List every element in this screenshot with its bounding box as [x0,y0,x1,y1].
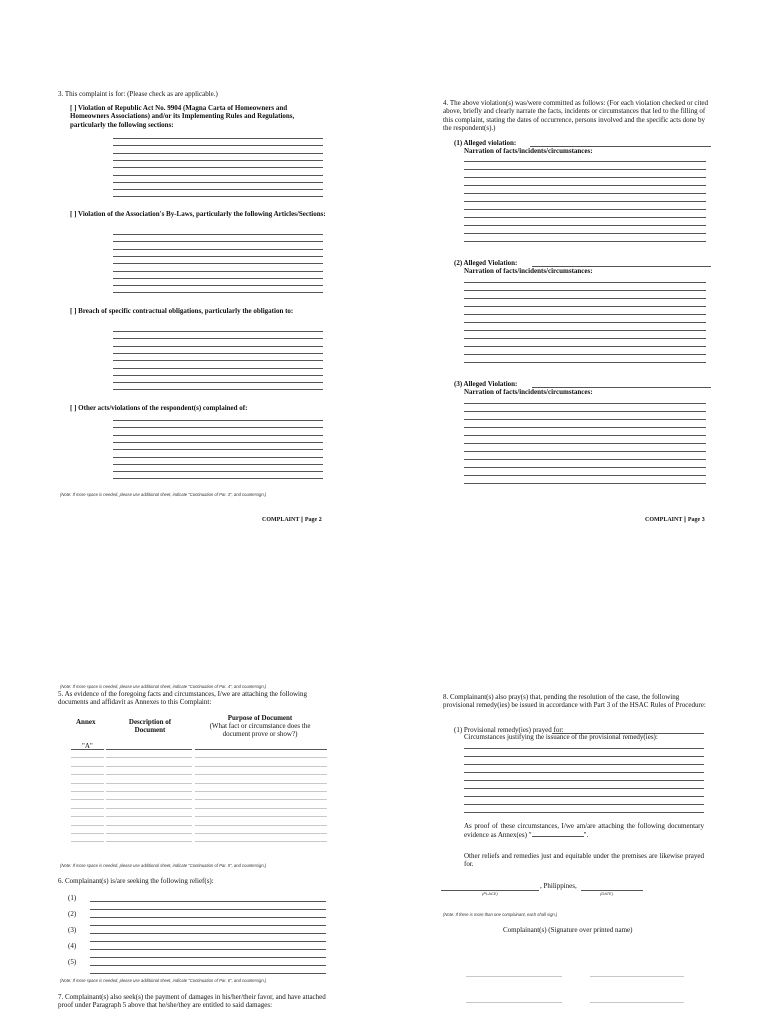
narration-3-label: Narration of facts/incidents/circumstances: [464,388,593,396]
signature-line-3[interactable] [466,1002,562,1003]
other-acts-line[interactable] [113,478,323,479]
annex-table-cell-line[interactable] [195,816,327,817]
contractual-line[interactable] [113,338,323,339]
by-laws-line[interactable] [113,241,323,242]
signature-caption: Complainant(s) (Signature over printed name) [503,926,633,934]
contractual-line[interactable] [113,368,323,369]
narration-1-line[interactable] [464,217,706,218]
other-acts-line[interactable] [113,427,323,428]
contractual-line[interactable] [113,353,323,354]
narration-3-line[interactable] [464,459,706,460]
note-par-4: (Note: If more space is needed, please use additional sheet, indicate "Continuation of Par. 4", and countersign.) [60,684,267,689]
ra-9904-line[interactable] [113,182,323,183]
circumstances-line[interactable] [464,748,704,749]
annex-table-cell-line[interactable] [106,783,192,784]
relief-line[interactable] [90,925,326,926]
annex-table-cell-line[interactable] [106,833,192,834]
narration-2-line[interactable] [464,282,706,283]
proof-sentence-end: ". [583,831,589,840]
annex-table-cell-line[interactable] [106,774,192,775]
narration-3-line[interactable] [464,443,706,444]
annex-table-cell-line[interactable] [106,791,192,792]
relief-line[interactable] [90,949,326,950]
contractual-line[interactable] [113,346,323,347]
item-7-text: 7. Complainant(s) also seek(s) the payment of damages in his/her/their favor, and have attached proof under Paragraph 5 above that he/she/they are entitled to said damages: [58,993,326,1010]
narration-3-line[interactable] [464,435,706,436]
circumstances-line[interactable] [464,772,704,773]
circumstances-line[interactable] [464,812,704,813]
by-laws-line[interactable] [113,292,323,293]
circumstances-line[interactable] [464,764,704,765]
annex-table-cell-line[interactable] [106,766,192,767]
proof-sentence: As proof of these circumstances, I/we am/are attaching the following documentary evidence as Annex(es) " [464,822,704,840]
relief-3-label: (3) [68,926,77,934]
col-description: Description of Document [128,718,172,735]
annex-table-cell-line[interactable] [71,825,104,826]
annex-table-cell-line[interactable] [195,841,327,842]
annex-table-cell-line[interactable] [71,766,104,767]
narration-1-line[interactable] [464,201,706,202]
narration-3-line[interactable] [464,475,706,476]
annex-table-cell-line[interactable] [195,808,327,809]
by-laws-line[interactable] [113,249,323,250]
remedy-circumstances-label: Circumstances justifying the issuance of the provisional remedy(ies): [464,733,658,741]
annex-table-cell-line[interactable] [106,757,192,758]
ra-9904-line[interactable] [113,145,323,146]
narration-2-line[interactable] [464,338,706,339]
annex-table-cell-line[interactable] [71,783,104,784]
note-par-3: (Note: If more space is needed, please use additional sheet, indicate "Continuation of Par. 3", and countersign.) [60,492,267,497]
narration-2-line[interactable] [464,362,706,363]
annex-table-cell-line[interactable] [195,791,327,792]
narration-1-line[interactable] [464,161,706,162]
other-acts-line[interactable] [113,435,323,436]
page-footer: COMPLAINT || Page 3 [645,517,705,523]
narration-1-line[interactable] [464,177,706,178]
annex-table-cell-line[interactable] [106,816,192,817]
annex-table-cell-line[interactable] [71,816,104,817]
circumstances-line[interactable] [464,788,704,789]
other-acts-line[interactable] [113,420,323,421]
narration-1-line[interactable] [464,185,706,186]
note-signature: (Note: If there is more than one complainant, each shall sign.) [443,912,558,917]
narration-1-line[interactable] [464,169,706,170]
narration-2-line[interactable] [464,314,706,315]
other-reliefs-text: Other reliefs and remedies just and equitable under the premises are likewise prayed for. [464,852,704,869]
narration-1-line[interactable] [464,233,706,234]
by-laws-line[interactable] [113,271,323,272]
other-acts-line[interactable] [113,442,323,443]
other-acts-line[interactable] [113,464,323,465]
contractual-line[interactable] [113,382,323,383]
annex-table-cell-line[interactable] [195,833,327,834]
annex-table-cell-line[interactable] [195,766,327,767]
narration-3-line[interactable] [464,467,706,468]
page-footer: COMPLAINT || Page 2 [262,517,322,523]
place-caption: (PLACE) [482,891,498,896]
by-laws-line[interactable] [113,234,323,235]
circumstances-line[interactable] [464,756,704,757]
option-ra-9904: [ ] Violation of Republic Act No. 9904 (Magna Carta of Homeowners and Homeowners Associations) and/or its Implementing Rules and Regulations, particularly the following sections: [70,104,295,129]
ra-9904-line[interactable] [113,189,323,190]
relief-line[interactable] [90,901,326,902]
item-3-intro: 3. This complaint is for: (Please check as are applicable.) [58,90,218,98]
other-acts-line[interactable] [113,471,323,472]
relief-line[interactable] [90,917,326,918]
col-purpose-title: Purpose of Document [227,714,293,722]
item-8-text: 8. Complainant(s) also pray(s) that, pending the resolution of the case, the following provisional remedy(ies) be issued in accordance with Part 3 of the HSAC Rules of Procedure: [443,693,706,710]
violation-3-label: (3) Alleged Violation: [454,380,518,388]
contractual-line[interactable] [113,360,323,361]
narration-3-line[interactable] [464,451,706,452]
narration-2-line[interactable] [464,306,706,307]
option-contractual: [ ] Breach of specific contractual obligations, particularly the obligation to: [70,307,294,315]
annex-table-cell-line[interactable] [71,774,104,775]
relief-line[interactable] [90,933,326,934]
date-caption: (DATE) [600,891,614,896]
ra-9904-line[interactable] [113,167,323,168]
relief-line[interactable] [90,965,326,966]
annex-table-cell-line[interactable] [195,825,327,826]
violation-1-label: (1) Alleged violation: [454,139,517,147]
signature-line-2[interactable] [590,976,684,977]
contractual-line[interactable] [113,331,323,332]
annex-table-cell-line[interactable] [71,841,104,842]
item-5-text: 5. As evidence of the foregoing facts and circumstances, I/we are attaching the following documents and affidavit as Annexes to this Complaint: [58,690,307,707]
note-par-5: (Note: If more space is needed, please use additional sheet, indicate "Continuation of Par. 5", and countersign.) [60,863,267,868]
relief-4-label: (4) [68,942,77,950]
by-laws-line[interactable] [113,263,323,264]
annex-table-cell-line[interactable] [195,757,327,758]
other-acts-line[interactable] [113,449,323,450]
narration-2-line[interactable] [464,298,706,299]
annex-table-cell-line[interactable] [106,749,192,750]
col-annex: Annex [76,718,96,726]
annex-a-label: "A" [82,742,93,750]
note-par-6: (Note: If more space is needed, please use additional sheet, indicate "Continuation of Par. 6", and countersign.) [60,978,267,983]
contractual-line[interactable] [113,375,323,376]
annex-table-cell-line[interactable] [71,749,104,750]
annex-table-cell-line[interactable] [106,841,192,842]
relief-line[interactable] [90,909,326,910]
ra-9904-line[interactable] [113,160,323,161]
proof-text [464,822,704,840]
by-laws-line[interactable] [113,285,323,286]
relief-2-label: (2) [68,910,77,918]
annex-table-cell-line[interactable] [106,808,192,809]
relief-1-label: (1) [68,894,77,902]
circumstances-line[interactable] [464,804,704,805]
annex-table-cell-line[interactable] [71,833,104,834]
narration-2-line[interactable] [464,290,706,291]
option-by-laws: [ ] Violation of the Association's By-Laws, particularly the following Articles/Sections: [70,210,326,218]
narration-1-line[interactable] [464,241,706,242]
narration-3-line[interactable] [464,427,706,428]
option-other-acts: [ ] Other acts/violations of the respondent(s) complained of: [70,404,248,412]
narration-3-line[interactable] [464,403,706,404]
narration-3-line[interactable] [464,419,706,420]
by-laws-line[interactable] [113,256,323,257]
annex-table-cell-line[interactable] [195,783,327,784]
relief-line[interactable] [90,957,326,958]
narration-2-line[interactable] [464,330,706,331]
ra-9904-line[interactable] [113,153,323,154]
annex-table-cell-line[interactable] [195,799,327,800]
remedy-1-label: (1) Provisional remedy(ies) prayed for: [454,726,564,734]
narration-1-label: Narration of facts/incidents/circumstances: [464,147,593,155]
narration-3-line[interactable] [464,411,706,412]
annex-field[interactable] [532,830,584,837]
by-laws-line[interactable] [113,278,323,279]
narration-2-label: Narration of facts/incidents/circumstances: [464,267,593,275]
item-6-text: 6. Complainant(s) is/are seeking the following relief(s): [58,877,214,885]
narration-3-line[interactable] [464,483,706,484]
circumstances-line[interactable] [464,780,704,781]
other-acts-line[interactable] [113,457,323,458]
annex-table-cell-line[interactable] [195,774,327,775]
annex-table-cell-line[interactable] [71,808,104,809]
annex-table-cell-line[interactable] [106,799,192,800]
contractual-line[interactable] [113,389,323,390]
signature-line-1[interactable] [466,976,562,977]
annex-table-cell-line[interactable] [106,825,192,826]
ra-9904-line[interactable] [113,196,323,197]
narration-1-line[interactable] [464,225,706,226]
annex-table-cell-line[interactable] [71,799,104,800]
circumstances-line[interactable] [464,796,704,797]
annex-table-cell-line[interactable] [195,749,327,750]
relief-5-label: (5) [68,958,77,966]
col-purpose-subtitle: (What fact or circumstance does the document prove or show?) [209,722,311,739]
ra-9904-line[interactable] [113,138,323,139]
annex-table-cell-line[interactable] [71,791,104,792]
relief-line[interactable] [90,941,326,942]
narration-1-line[interactable] [464,193,706,194]
narration-2-line[interactable] [464,354,706,355]
violation-2-label: (2) Alleged Violation: [454,259,518,267]
narration-2-line[interactable] [464,346,706,347]
philippines-text: , Philippines, [540,882,577,890]
annex-table-cell-line[interactable] [71,757,104,758]
narration-1-line[interactable] [464,209,706,210]
signature-line-4[interactable] [590,1002,684,1003]
narration-2-line[interactable] [464,322,706,323]
ra-9904-line[interactable] [113,175,323,176]
relief-line[interactable] [90,973,326,974]
item-4-text: 4. The above violation(s) was/were committed as follows: (For each violation checked or cited above, briefly and clearly narrate the facts, incidents or circumstances that led to the filling of this complaint, stating the dates of occurrence, persons involved and the specific acts done by the respondent(s).) [443,99,709,132]
